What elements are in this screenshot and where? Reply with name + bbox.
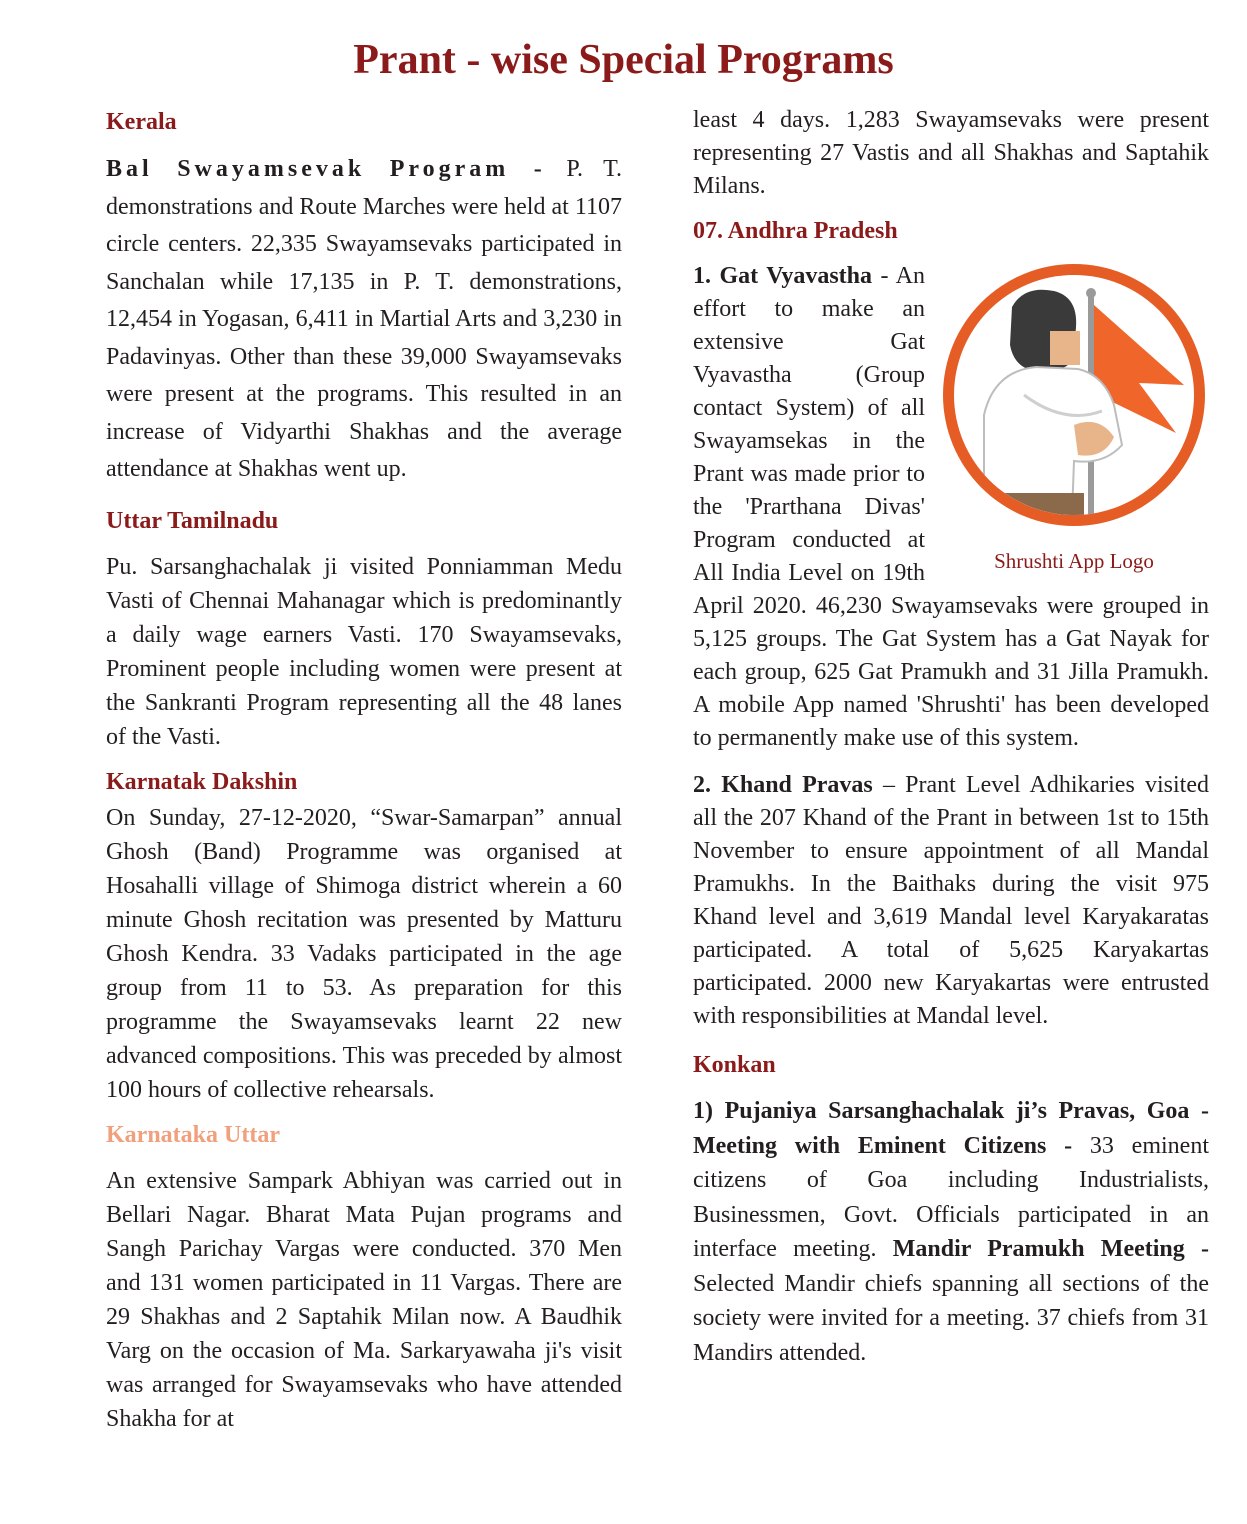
konkan-body-1: 33 eminent citizens of Goa including Industrialists, Businessmen, Govt. Officials participated in an interface meeting. xyxy=(693,1132,1209,1262)
section-heading-andhra-pradesh: 07. Andhra Pradesh xyxy=(693,218,898,244)
karnatak-dakshin-paragraph: On Sunday, 27-12-2020, “Swar-Samarpan” annual Ghosh (Band) Programme was organised at Hosahalli village of Shimoga district wherein a 60 minute Ghosh recitation was presented by Matturu Ghosh Kendra. 33 Vadaks participated in the age group from 11 to 53. As preparation for this programme the Swayamsevaks learnt 22 new advanced compositions. This was preceded by almost 100 hours of collective rehearsals. xyxy=(106,804,622,1103)
gat-vyavastha-paragraph xyxy=(693,260,1209,755)
konkan-body-2: Selected Mandir chiefs spanning all sections of the society were invited for a meeting. 37 chiefs from 31 Mandirs attended. xyxy=(693,1270,1209,1366)
kerala-lead: Bal Swayamsevak Program - xyxy=(106,156,546,182)
section-heading-uttar-tamilnadu: Uttar Tamilnadu xyxy=(106,507,279,534)
continued-paragraph: least 4 days. 1,283 Swayamsevaks were present representing 27 Vastis and all Shakhas and Saptahik Milans. xyxy=(693,107,1209,199)
flag-bearer-icon xyxy=(954,275,1194,515)
page-title: Prant - wise Special Programs xyxy=(353,37,894,83)
konkan-paragraph xyxy=(693,1094,1209,1370)
khand-pravas-paragraph xyxy=(693,769,1209,1033)
khand-pravas-lead: 2. Khand Pravas xyxy=(693,772,873,798)
konkan-lead: 1) Pujaniya Sarsanghachalak ji’s Pravas, Goa - Meeting with Eminent Citizens - xyxy=(693,1098,1209,1159)
section-heading-karnataka-uttar: Karnataka Uttar xyxy=(106,1121,280,1148)
gat-vyavastha-body: - An effort to make an extensive Gat Vyavastha (Group contact System) of all Swayamsekas in the Prant was made prior to the 'Prarthana Divas' Program conducted at All India Level on 19th April 2020. 46,230 Swayamsevaks were grouped in 5,125 groups. The Gat System has a Gat Nayak for each group, 625 Gat Pramukh and 31 Jilla Pramukh. A mobile App named 'Shrushti' has been developed to permanently make use of this system. xyxy=(693,263,1209,751)
karnataka-uttar-paragraph: An extensive Sampark Abhiyan was carried out in Bellari Nagar. Bharat Mata Pujan programs and Sangh Parichay Vargas were conducted. 370 Men and 131 women participated in 11 Vargas. There are 29 Shakhas and 2 Saptahik Milan now. A Baudhik Varg on the occasion of Ma. Sarkaryawaha ji's visit was arranged for Swayamsevaks who have attended Shakha for at xyxy=(106,1167,622,1432)
left-column xyxy=(106,104,622,1436)
kerala-paragraph xyxy=(106,151,622,489)
konkan-lead-2: Mandir Pramukh Meeting - xyxy=(892,1236,1209,1262)
logo-caption: Shrushti App Logo xyxy=(994,549,1154,573)
section-heading-kerala: Kerala xyxy=(106,109,177,135)
gat-vyavastha-lead: 1. Gat Vyavastha xyxy=(693,263,873,289)
khand-pravas-body: – Prant Level Adhikaries visited all the 207 Khand of the Prant in between 1st to 15th November to ensure appointment of all Mandal Pramukhs. In the Baithaks during the visit 975 Khand level and 3,619 Mandal level Karyakaratas participated. A total of 5,625 Karyakartas participated. 2000 new Karyakartas were entrusted with responsibilities at Mandal level. xyxy=(693,772,1209,1029)
right-column xyxy=(693,104,1209,1370)
shrushti-app-logo xyxy=(943,264,1205,526)
uttar-tamilnadu-paragraph: Pu. Sarsanghachalak ji visited Ponniamman Medu Vasti of Chennai Mahanagar which is predominantly a daily wage earners Vasti. 170 Swayamsevaks, Prominent people including women were present at the Sankranti Program representing all the 48 lanes of the Vasti. xyxy=(106,553,622,750)
section-heading-konkan: Konkan xyxy=(693,1052,776,1078)
section-heading-karnatak-dakshin: Karnatak Dakshin xyxy=(106,768,298,795)
shrushti-logo-figure xyxy=(937,264,1211,574)
kerala-body: P. T. demonstrations and Route Marches were held at 1107 circle centers. 22,335 Swayamsevaks participated in Sanchalan while 17,135 in P. T. demonstrations, 12,454 in Yogasan, 6,411 in Martial Arts and 3,230 in Padavinyas. Other than these 39,000 Swayamsevaks were present at the programs. This resulted in an increase of Vidyarthi Shakhas and the average attendance at Shakhas went up. xyxy=(106,156,622,482)
